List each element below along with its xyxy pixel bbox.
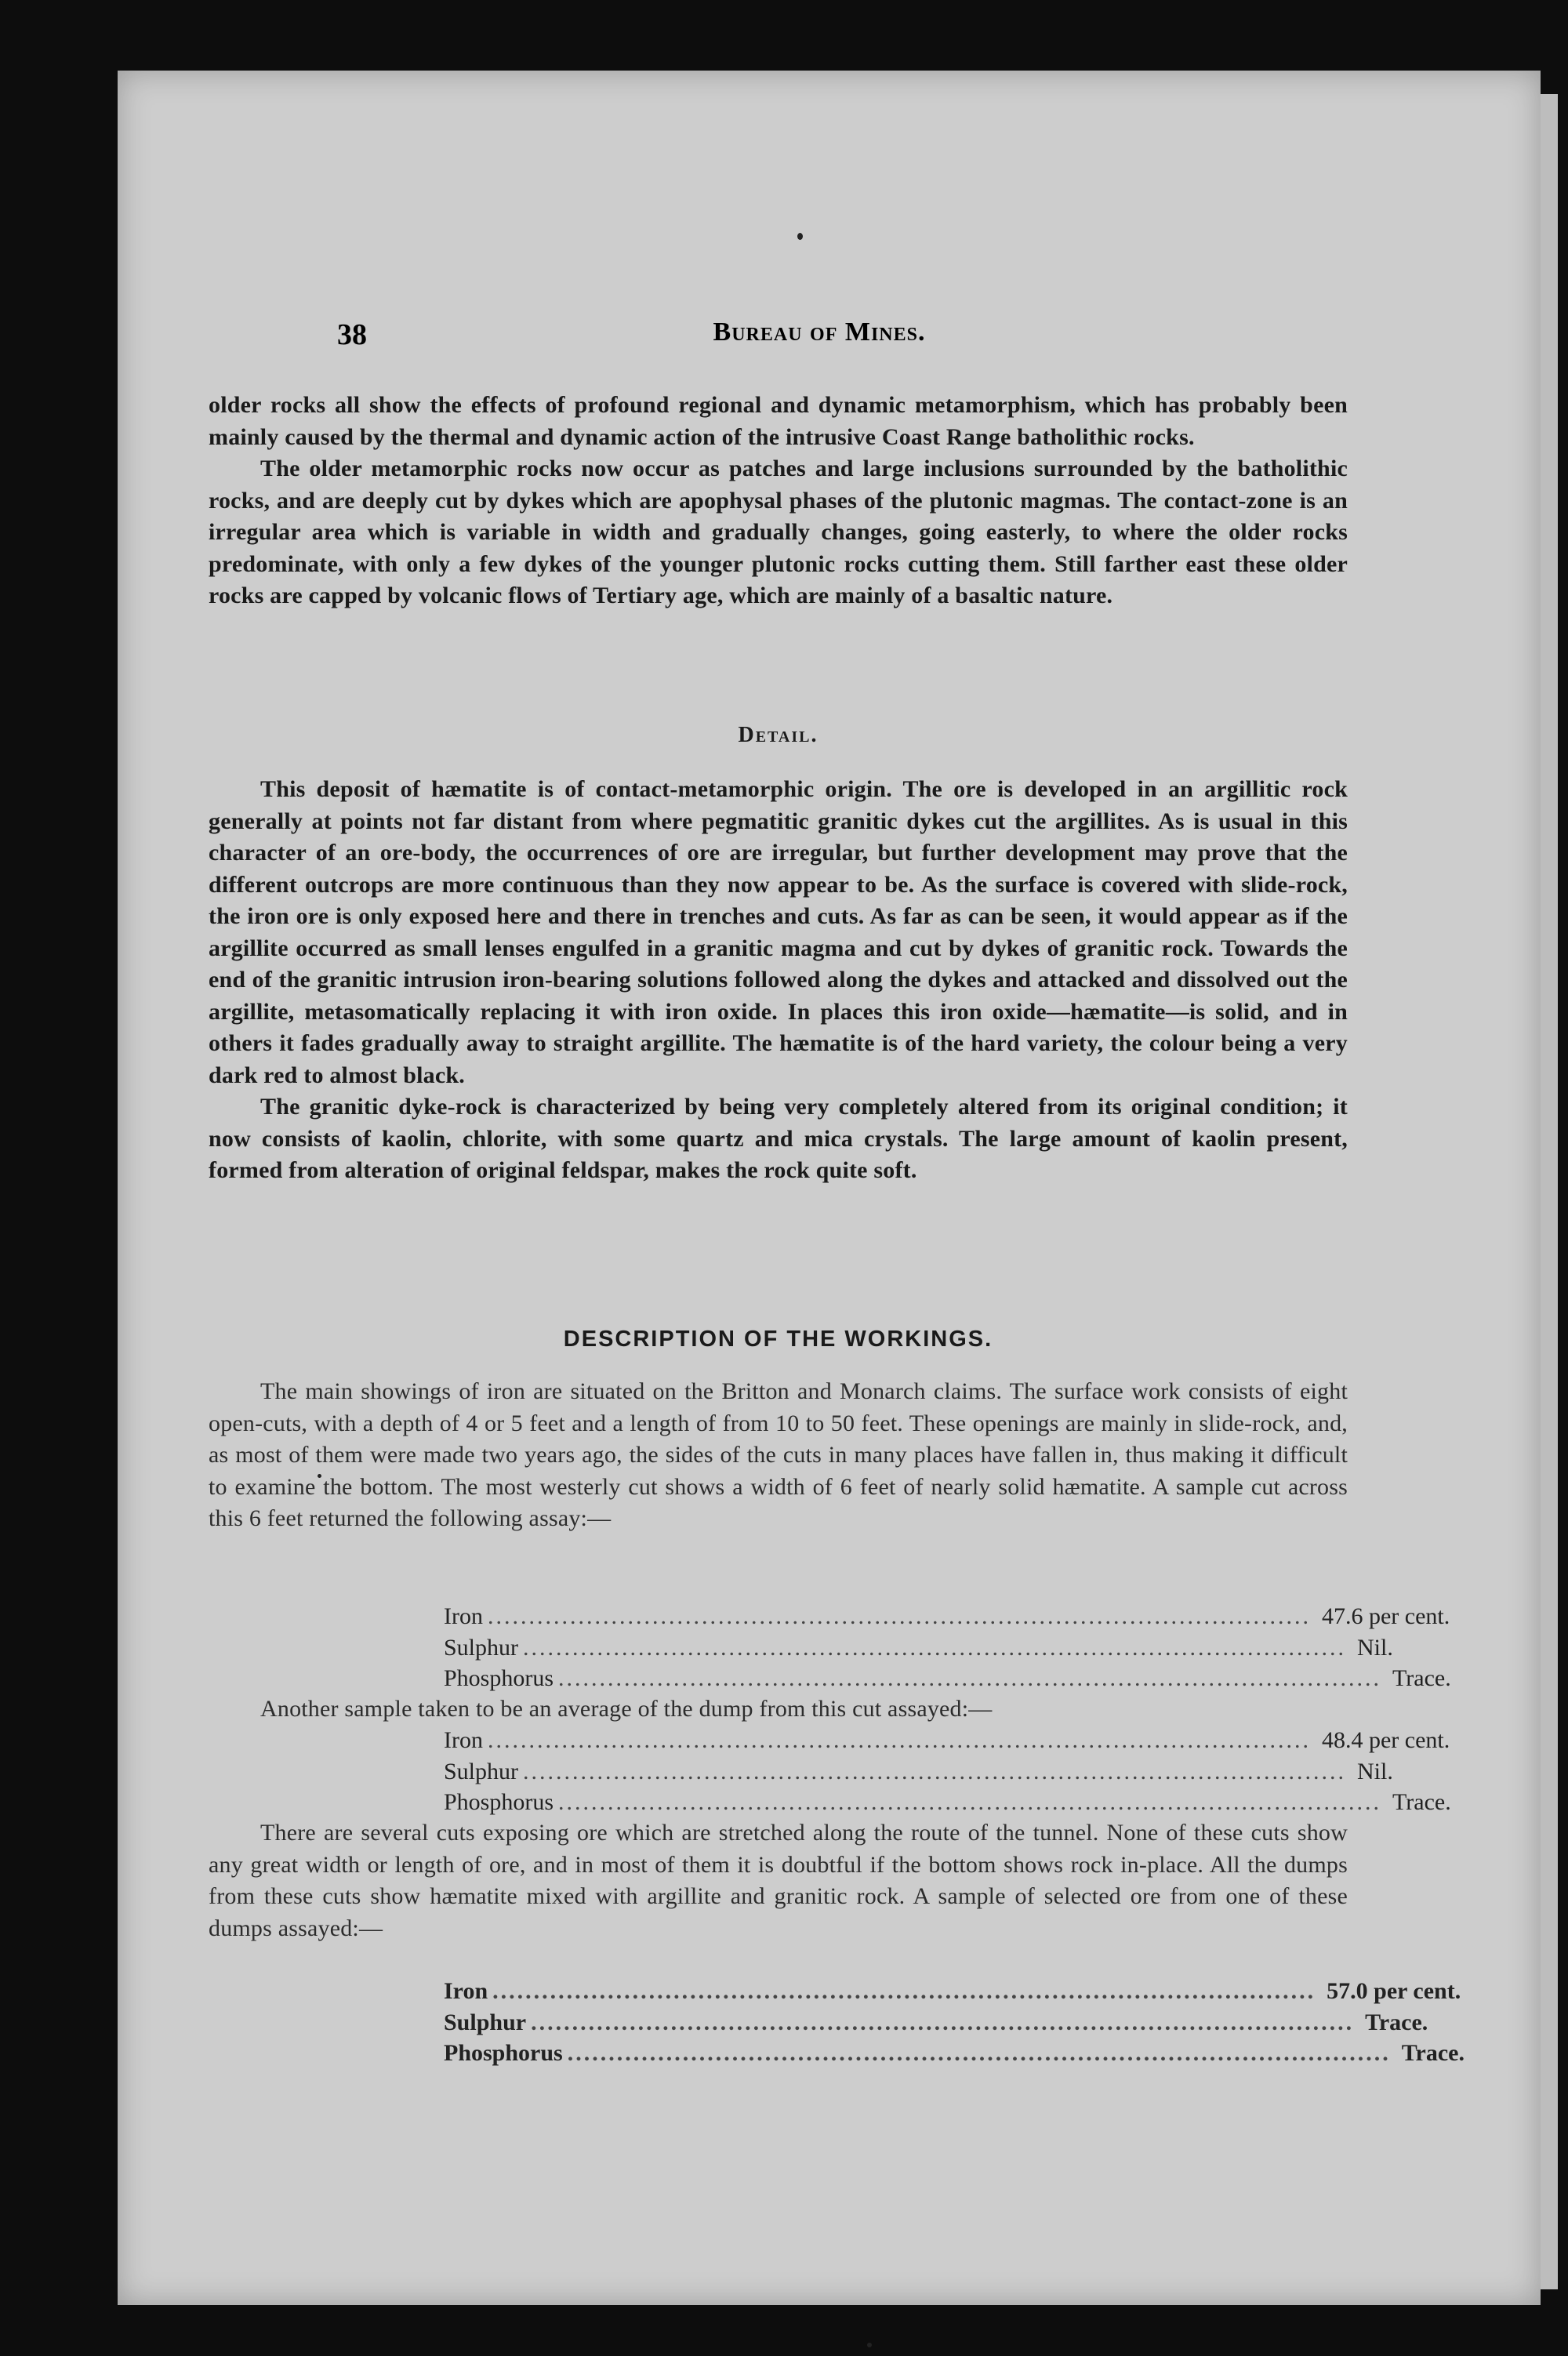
assay-row <box>444 1976 1461 2007</box>
assay-row <box>444 1601 1450 1632</box>
detail-section <box>209 723 1348 748</box>
leader-dots: .................................................................................................... <box>558 1665 1382 1691</box>
leader-dots: .................................................................................................... <box>487 1727 1311 1753</box>
assay-element: Phosphorus <box>444 1665 554 1691</box>
body-text-block-3 <box>209 1376 1348 1535</box>
leader-dots: .................................................................................................... <box>531 2009 1355 2035</box>
workings-heading: DESCRIPTION OF THE WORKINGS. <box>563 1327 993 1352</box>
paragraph-another-sample: Another sample taken to be an average of the dump from this cut assayed:— <box>260 1696 993 1722</box>
paragraph-several-cuts: There are several cuts exposing ore which are stretched along the route of the tunnel. None of these cuts show any great width or length of ore, and in most of them it is doubtful if the bottom shows rock in-place. All the dumps from these cuts show hæmatite mixed with argillite and granitic rock. A sample of selected ore from one of these dumps assayed:— <box>209 1820 1348 1941</box>
paragraph-main-showings: The main showings of iron are situated on the Britton and Monarch claims. The surface work consists of eight open-cuts, with a depth of 4 or 5 feet and a length of from 10 to 50 feet. These openings are mainly in slide-rock, and, as most of them were made two years ago, the sides of the cuts in many places have fallen in, thus making it difficult to examine the bottom. The most westerly cut shows a width of 6 feet of nearly solid hæmatite. A sample cut across this 6 feet returned the following assay:— <box>209 1378 1348 1531</box>
assay-value: Nil. <box>1357 1634 1393 1661</box>
assay-row <box>444 2038 1465 2069</box>
leader-dots: .................................................................................................... <box>523 1634 1347 1661</box>
assay-value: 47.6 per cent. <box>1321 1603 1450 1629</box>
body-text-block-4 <box>209 1693 1348 1726</box>
assay-table-1 <box>444 1601 1451 1694</box>
assay-value: Trace. <box>1365 2009 1428 2035</box>
speck-mark <box>797 233 803 240</box>
leader-dots: .................................................................................................... <box>492 1978 1316 2004</box>
assay-value: Trace. <box>1401 2040 1465 2066</box>
running-head <box>337 318 1348 357</box>
assay-element: Sulphur <box>444 1758 519 1784</box>
detail-heading: Detail. <box>738 723 818 747</box>
workings-section <box>209 1327 1348 1352</box>
page-edge <box>1541 94 1558 2289</box>
assay-row <box>444 1756 1393 1788</box>
assay-element: Sulphur <box>444 1634 519 1661</box>
assay-element: Phosphorus <box>444 1789 554 1815</box>
paragraph-haematite-deposit: This deposit of hæmatite is of contact-metamorphic origin. The ore is developed in an argillitic rock generally at points not far distant from where pegmatitic granitic dykes cut the argillites. As is usual in this character of an ore-body, the occurrences of ore are irregular, but further development may prove that the different outcrops are more continuous than they now appear to be. As the surface is covered with slide-rock, the iron ore is only exposed here and there in trenches and cuts. As far as can be seen, it would appear as if the argillite occurred as small lenses engulfed in a granitic magma and cut by dykes of granitic rock. Towards the end of the granitic intrusion iron-bearing solutions followed along the dykes and attacked and dissolved out the argillite, metasomatically replacing it with iron oxide. In places this iron oxide—hæmatite—is solid, and in others it fades gradually away to straight argillite. The hæmatite is of the hard variety, the colour being a very dark red to almost black. <box>209 776 1348 1088</box>
assay-element: Iron <box>444 1603 483 1629</box>
paragraph-metamorphism: older rocks all show the effects of profound regional and dynamic metamorphism, which has probably been mainly caused by the thermal and dynamic action of the intrusive Coast Range batholithic rocks. <box>209 392 1348 450</box>
leader-dots: .................................................................................................... <box>567 2040 1391 2066</box>
body-text-block-1 <box>209 390 1348 612</box>
assay-value: Trace. <box>1392 1665 1451 1691</box>
assay-value: Trace. <box>1392 1789 1451 1815</box>
paragraph-dyke-rock: The granitic dyke-rock is characterized by being very completely altered from its original condition; it now consists of kaolin, chlorite, with some quartz and mica crystals. The large amount of kaolin present, formed from alteration of original feldspar, makes the rock quite soft. <box>209 1094 1348 1183</box>
assay-value: Nil. <box>1357 1758 1393 1784</box>
speck-mark <box>867 2343 872 2347</box>
assay-value: 48.4 per cent. <box>1321 1727 1450 1753</box>
assay-element: Phosphorus <box>444 2040 563 2066</box>
body-text-block-5 <box>209 1817 1348 1944</box>
assay-row <box>444 2007 1428 2038</box>
assay-row <box>444 1632 1393 1664</box>
leader-dots: .................................................................................................... <box>558 1789 1382 1815</box>
assay-value: 57.0 per cent. <box>1327 1978 1461 2004</box>
assay-element: Iron <box>444 1978 488 2004</box>
assay-table-3 <box>444 1976 1465 2069</box>
assay-element: Iron <box>444 1727 483 1753</box>
body-text-block-2 <box>209 774 1348 1187</box>
assay-row <box>444 1787 1451 1818</box>
leader-dots: .................................................................................................... <box>523 1758 1347 1784</box>
assay-table-2 <box>444 1725 1451 1818</box>
assay-row <box>444 1663 1451 1694</box>
assay-element: Sulphur <box>444 2009 527 2035</box>
paragraph-batholithic-rocks: The older metamorphic rocks now occur as patches and large inclusions surrounded by the batholithic rocks, and are deeply cut by dykes which are apophysal phases of the plutonic magmas. The contact-zone is an irregular area which is variable in width and gradually changes, going easterly, to where the older rocks predominate, with only a few dykes of the younger plutonic rocks cutting them. Still farther east these older rocks are capped by volcanic flows of Tertiary age, which are mainly of a basaltic nature. <box>209 456 1348 608</box>
page-number: 38 <box>337 318 367 351</box>
leader-dots: .................................................................................................... <box>487 1603 1311 1629</box>
assay-row <box>444 1725 1450 1756</box>
running-title: Bureau of Mines. <box>713 318 926 347</box>
